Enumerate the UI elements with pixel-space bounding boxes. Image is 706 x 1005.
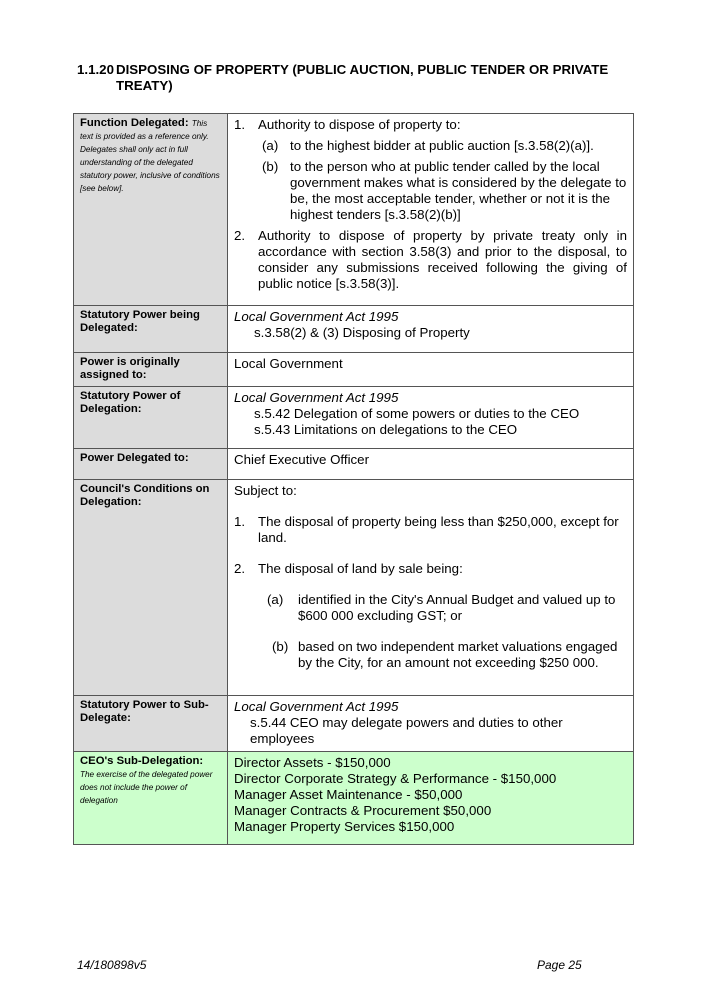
row-statutory-power [74,306,634,353]
item-text: The disposal of property being less than $250,000, except for land. [258,514,619,545]
value-cell [228,449,634,480]
label-cell [74,696,228,752]
sub-delegation-line: Manager Asset Maintenance - $50,000 [234,787,463,802]
section-reference: s.3.58(2) & (3) Disposing of Property [254,325,470,340]
function-item-1 [234,117,627,133]
statutory-power-label: Statutory Power being Delegated: [80,309,200,334]
sub-item-text: to the person who at public tender called by the local government makes what is considered by the delegate to be, the most acceptable tender, whether or not it is the highest tenders [s.3.58(2)(b)] [290,159,627,222]
label-cell [74,449,228,480]
row-council-conditions [74,480,634,696]
condition-item-1 [234,514,627,546]
row-power-of-delegation [74,387,634,449]
condition-sub-a [234,592,627,624]
condition-item-2 [234,561,627,577]
power-to-sub-delegate-label: Statutory Power to Sub-Delegate: [80,699,209,724]
function-sub-a [234,138,627,154]
label-cell [74,306,228,353]
section-number: 1.1.20 [77,62,114,77]
sub-item-text: based on two independent market valuations engaged by the City, for an amount not exceeding $250 000. [298,639,618,670]
value-cell [228,114,634,306]
section-title: DISPOSING OF PROPERTY (PUBLIC AUCTION, PUBLIC TENDER OR PRIVATE TREATY) [116,62,609,93]
footer-page-number: Page 25 [537,958,582,972]
item-text: The disposal of land by sale being: [258,561,463,576]
item-number: 1. [234,514,246,529]
row-power-assigned [74,353,634,387]
value-cell [228,387,634,449]
power-of-delegation-label: Statutory Power of Delegation: [80,390,181,415]
power-delegated-to-value: Chief Executive Officer [234,452,369,467]
conditions-intro: Subject to: [234,483,297,498]
sub-item-text: identified in the City's Annual Budget and valued up to $600 000 excluding GST; or [298,592,616,623]
sub-delegation-line: Manager Property Services $150,000 [234,819,455,834]
value-cell [228,353,634,387]
function-item-2 [234,228,627,292]
sub-delegation-line: Manager Contracts & Procurement $50,000 [234,803,492,818]
footer-doc-ref: 14/180898v5 [77,958,147,972]
row-function-delegated [74,114,634,306]
power-assigned-label: Power is originally assigned to: [80,356,180,381]
council-conditions-label: Council's Conditions on Delegation: [80,483,210,508]
function-delegated-label: Function Delegated: [80,117,189,129]
act-name: Local Government Act 1995 [234,309,399,324]
row-power-to-sub-delegate [74,696,634,752]
section-heading [77,62,632,94]
sub-item-letter: (a) [262,138,279,153]
value-cell [228,480,634,696]
act-name: Local Government Act 1995 [234,390,399,405]
value-cell [228,696,634,752]
function-sub-b [234,159,627,223]
sub-item-text: to the highest bidder at public auction [s.3.58(2)(a)]. [290,138,594,153]
sub-item-letter: (b) [272,639,289,654]
sub-item-letter: (b) [262,159,279,174]
label-cell [74,114,228,306]
row-power-delegated-to [74,449,634,480]
item-text: Authority to dispose of property to: [258,117,461,132]
function-delegated-note: This text is provided as a reference only. Delegates shall only act in full understanding of the delegated statutory power, inclusive of conditions [see below]. [80,119,220,193]
item-number: 1. [234,117,246,132]
label-cell [74,353,228,387]
section-reference: s.5.42 Delegation of some powers or duties to the CEO [254,406,580,421]
label-cell [74,752,228,845]
label-cell [74,387,228,449]
label-cell [74,480,228,696]
sub-delegation-line: Director Corporate Strategy & Performance - $150,000 [234,771,557,786]
section-reference: s.5.43 Limitations on delegations to the CEO [254,422,518,437]
act-name: Local Government Act 1995 [234,699,399,714]
sub-delegation-line: Director Assets - $150,000 [234,755,391,770]
power-assigned-value: Local Government [234,356,343,371]
value-cell [228,306,634,353]
section-reference: s.5.44 CEO may delegate powers and duties to other employees [250,715,563,746]
row-ceo-sub-delegation [74,752,634,845]
delegation-table [73,113,634,845]
item-text: Authority to dispose of property by private treaty only in accordance with section 3.58(3) and prior to the disposal, to consider any submissions received following the giving of public notice [s.3.58(3)]. [258,228,627,291]
ceo-sub-delegation-label: CEO's Sub-Delegation: [80,755,204,767]
power-delegated-to-label: Power Delegated to: [80,452,189,464]
condition-sub-b [234,639,627,671]
sub-item-letter: (a) [267,592,284,607]
value-cell [228,752,634,845]
item-number: 2. [234,561,246,576]
ceo-sub-delegation-note: The exercise of the delegated power does not include the power of delegation [80,770,213,805]
item-number: 2. [234,228,246,243]
